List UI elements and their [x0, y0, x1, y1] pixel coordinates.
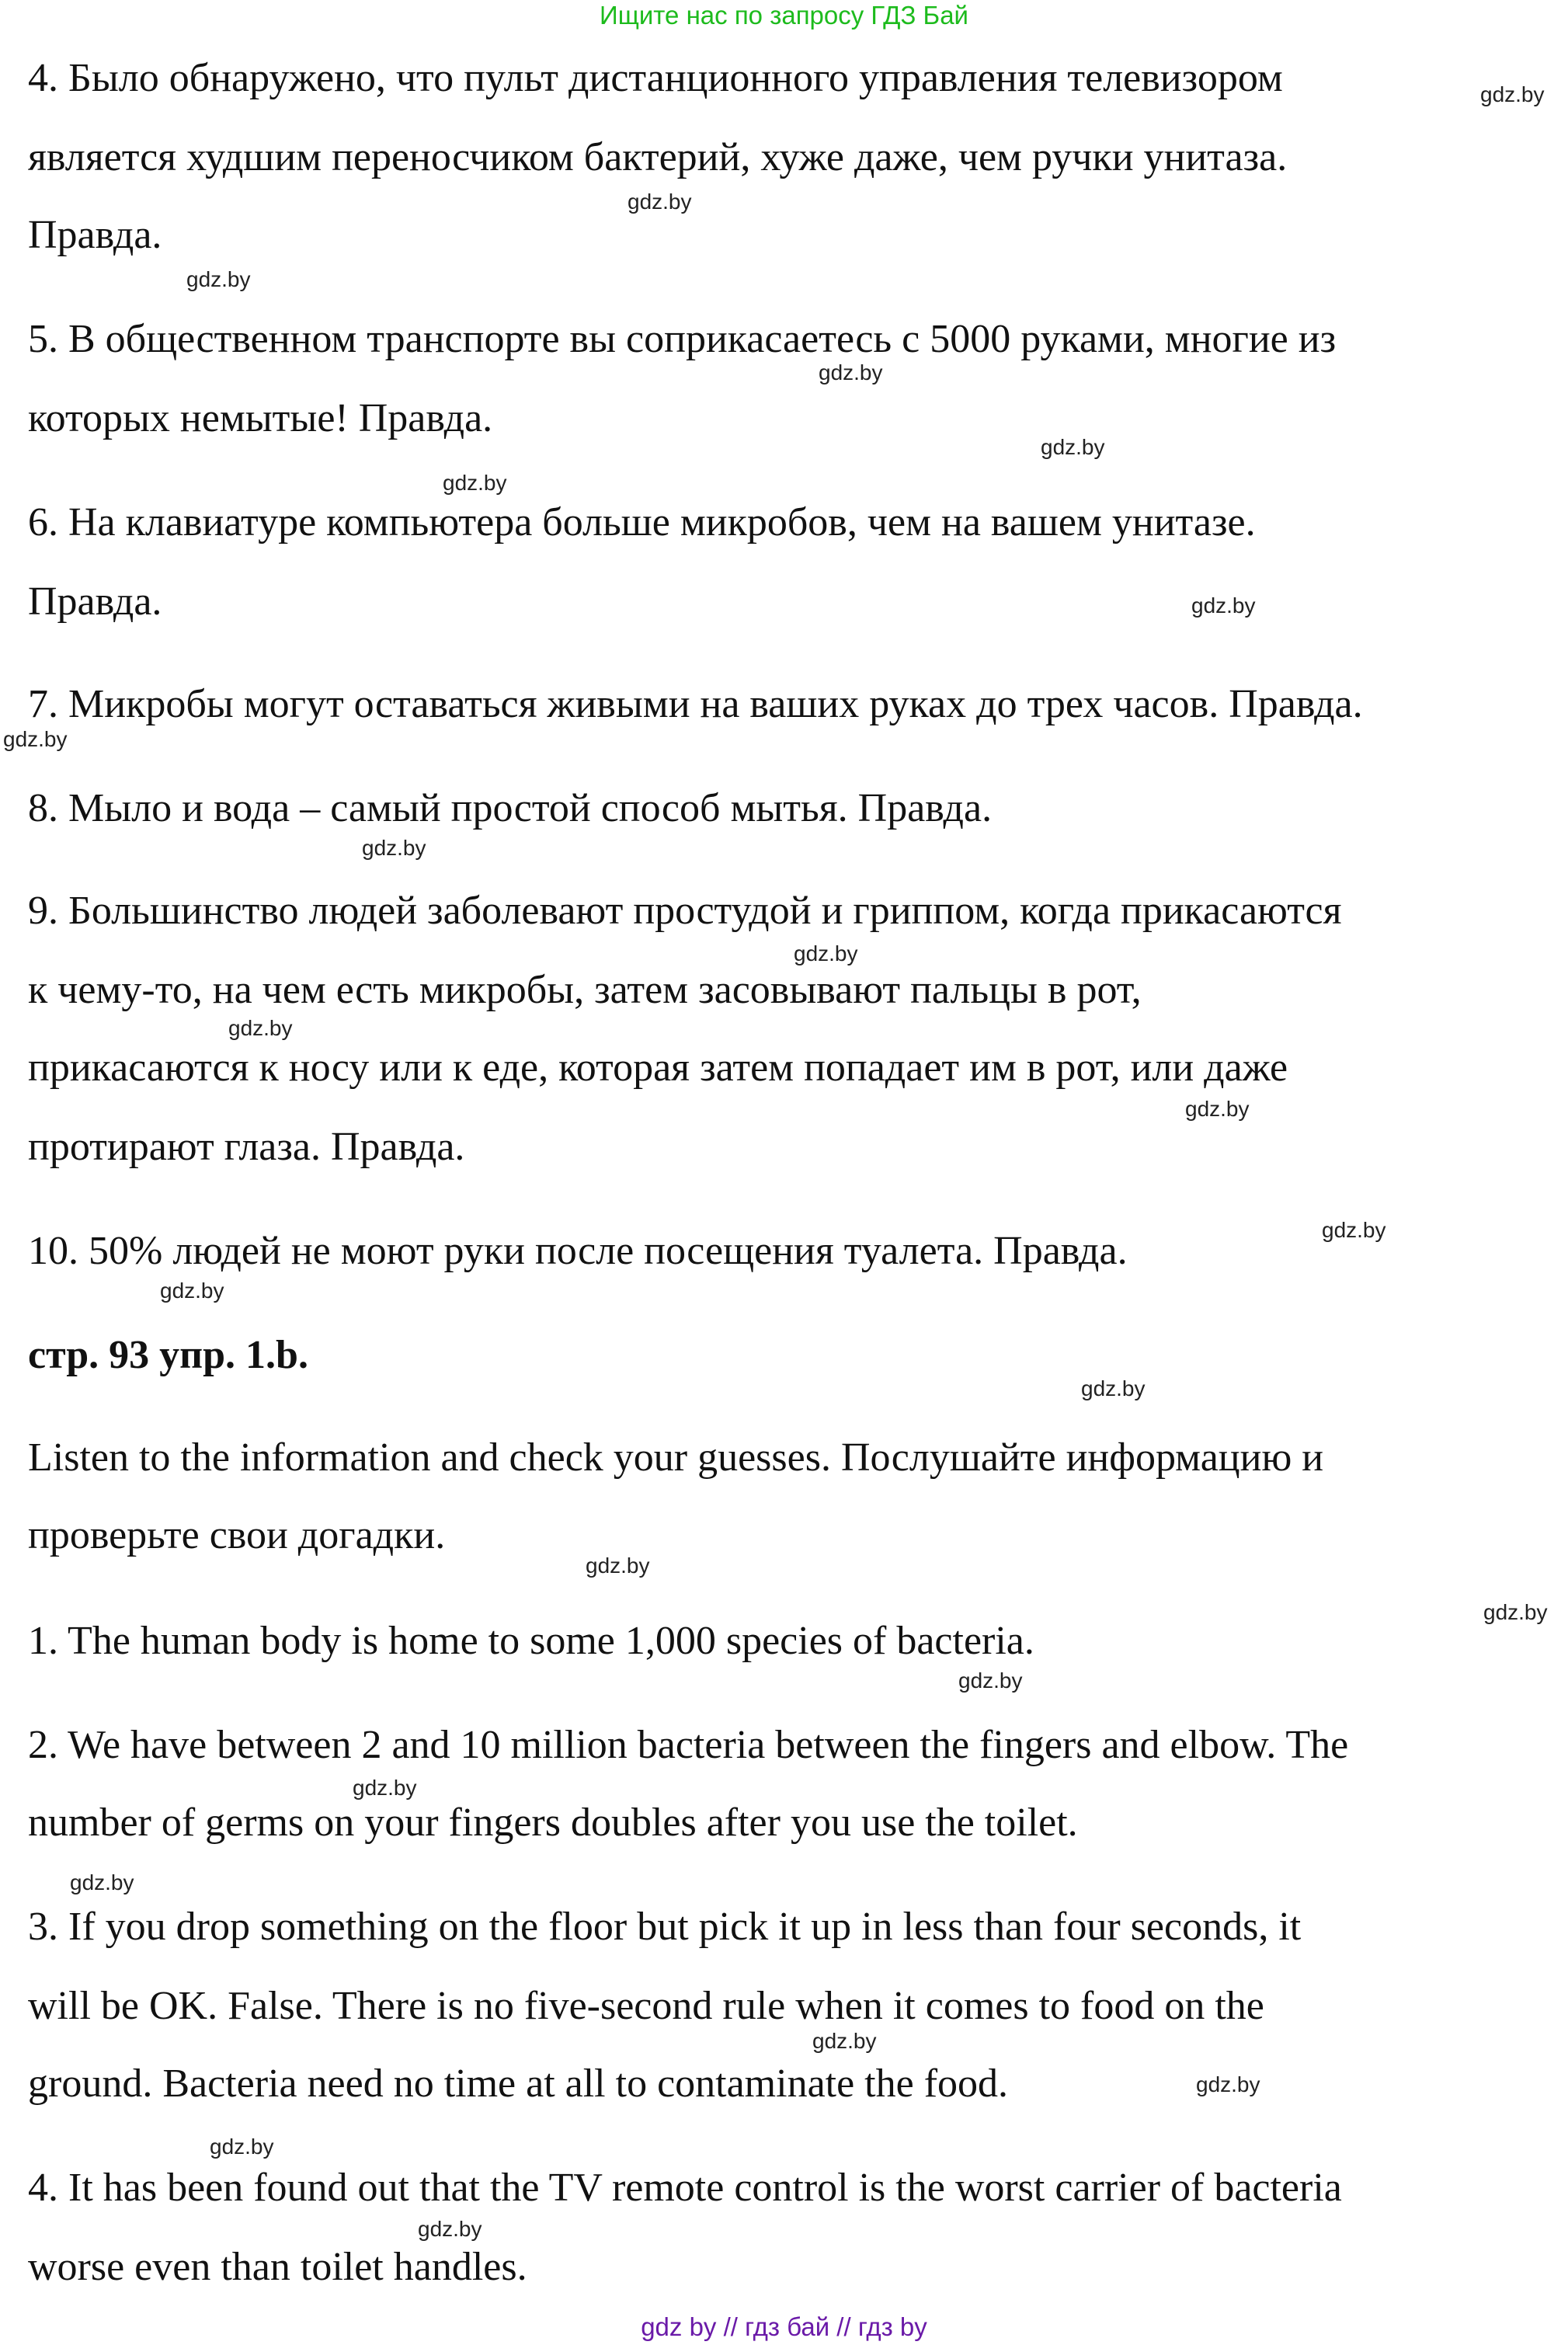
text-line: которых немытые! Правда. [28, 396, 493, 440]
section-heading: стр. 93 упр. 1.b. [28, 1333, 308, 1377]
watermark: gdz.by [586, 1553, 650, 1578]
text-line: проверьте свои догадки. [28, 1513, 446, 1557]
watermark: gdz.by [628, 190, 692, 214]
text-line: 6. На клавиатуре компьютера больше микробов, чем на вашем унитазе. [28, 500, 1256, 544]
watermark: gdz.by [1081, 1376, 1146, 1400]
text-line: прикасаются к носу или к еде, которая затем попадает им в рот, или даже [28, 1046, 1288, 1090]
text-line: 10. 50% людей не моют руки после посещения туалета. Правда. [28, 1229, 1128, 1273]
text-line: ground. Bacteria need no time at all to contaminate the food. [28, 2061, 1009, 2106]
watermark: gdz.by [362, 836, 426, 860]
text-line: протирают глаза. Правда. [28, 1125, 465, 1169]
text-line: Правда. [28, 213, 162, 257]
watermark: gdz.by [812, 2029, 877, 2053]
text-line: Правда. [28, 579, 162, 624]
text-line: к чему-то, на чем есть микробы, затем засовывают пальцы в рот, [28, 968, 1142, 1012]
text-line: will be OK. False. There is no five-second rule when it comes to food on the [28, 1984, 1264, 2028]
watermark: gdz.by [70, 1870, 134, 1894]
watermark: gdz.by [443, 471, 507, 495]
text-line: worse even than toilet handles. [28, 2245, 527, 2289]
watermark: gdz.by [1483, 1600, 1548, 1624]
text-line: 9. Большинство людей заболевают простудой и гриппом, когда прикасаются [28, 889, 1342, 933]
text-line: 8. Мыло и вода – самый простой способ мытья. Правда. [28, 786, 993, 830]
watermark: gdz.by [1196, 2072, 1260, 2096]
watermark: gdz.by [1185, 1097, 1250, 1121]
text-line: 3. If you drop something on the floor but pick it up in less than four seconds, it [28, 1905, 1302, 1949]
watermark: gdz.by [160, 1279, 224, 1303]
text-line: 2. We have between 2 and 10 million bacteria between the fingers and elbow. The [28, 1723, 1349, 1767]
promo-header: Ищите нас по запросу ГДЗ Бай [600, 1, 968, 30]
watermark: gdz.by [353, 1776, 417, 1800]
watermark: gdz.by [1191, 593, 1256, 618]
watermark: gdz.by [3, 727, 68, 751]
text-line: 5. В общественном транспорте вы соприкасаетесь с 5000 руками, многие из [28, 317, 1337, 361]
watermark: gdz.by [1322, 1218, 1386, 1242]
text-line: 1. The human body is home to some 1,000 species of bacteria. [28, 1619, 1034, 1663]
footer-links: gdz by // гдз бай // гдз by [641, 2312, 927, 2341]
watermark: gdz.by [794, 941, 858, 965]
text-line: 4. It has been found out that the TV remote control is the worst carrier of bacteria [28, 2166, 1342, 2210]
watermark: gdz.by [418, 2217, 482, 2241]
text-line: 7. Микробы могут оставаться живыми на ваших руках до трех часов. Правда. [28, 682, 1363, 726]
watermark: gdz.by [210, 2135, 274, 2159]
watermark: gdz.by [1480, 82, 1545, 106]
text-line: 4. Было обнаружено, что пульт дистанционного управления телевизором [28, 56, 1283, 100]
watermark: gdz.by [1041, 435, 1105, 459]
watermark: gdz.by [819, 360, 883, 384]
watermark: gdz.by [186, 267, 251, 291]
text-line: является худшим переносчиком бактерий, хуже даже, чем ручки унитаза. [28, 135, 1288, 179]
text-line: Listen to the information and check your guesses. Послушайте информацию и [28, 1435, 1324, 1480]
text-line: number of germs on your fingers doubles after you use the toilet. [28, 1801, 1078, 1845]
watermark: gdz.by [958, 1668, 1023, 1693]
watermark: gdz.by [228, 1016, 293, 1040]
